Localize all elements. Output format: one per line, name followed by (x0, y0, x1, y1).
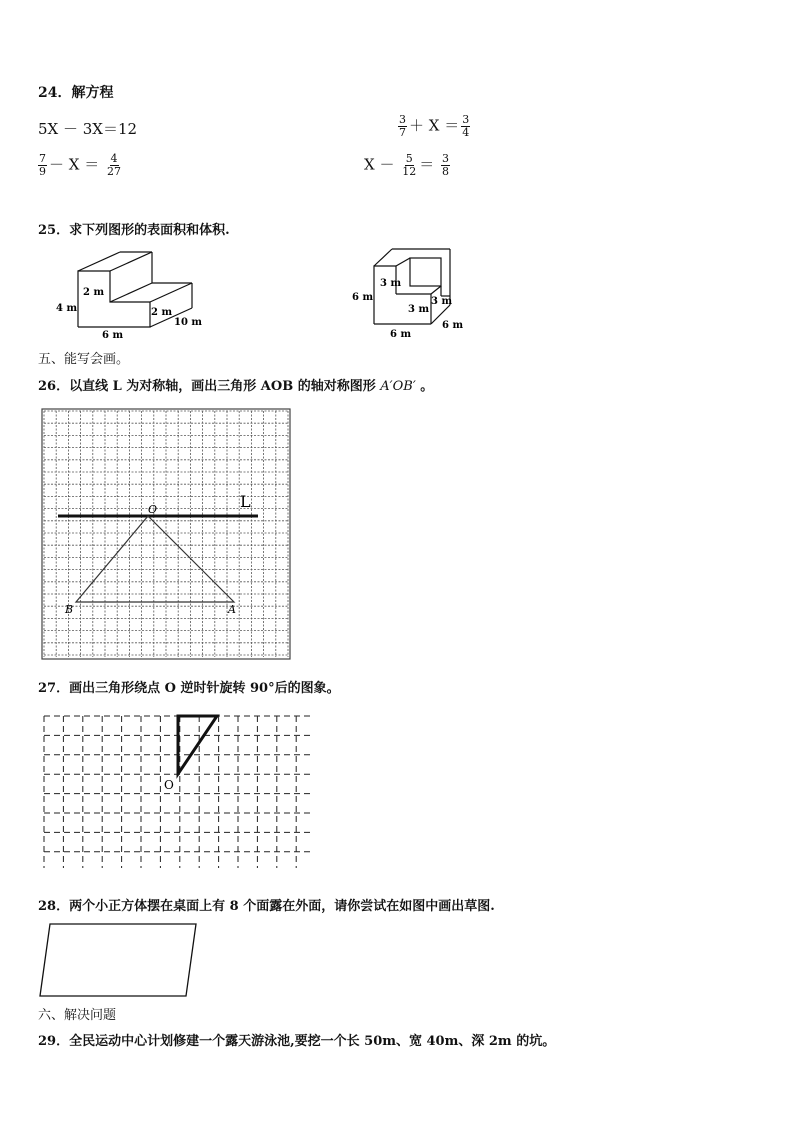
label-L: L (240, 492, 251, 511)
symmetry-grid-figure (40, 407, 292, 661)
rotation-grid-figure (40, 712, 316, 872)
q26-title: 26．以直线 L 为对称轴，画出三角形 AOB 的轴对称图形 A′OB′ 。 (38, 379, 434, 394)
section-five-heading: 五、能写会画。 (38, 352, 130, 367)
label-A: A (228, 603, 236, 616)
dim-label: 3 m (380, 278, 402, 289)
fraction: $\frac{3}{7}$ (399, 113, 406, 139)
dim-label: 6 m (442, 320, 464, 331)
dim-label: 2 m (151, 307, 173, 318)
fraction: $\frac{3}{8}$ (442, 152, 450, 178)
fraction: $\frac{5}{12}$ (402, 152, 417, 178)
stepped-prism-figure (50, 245, 230, 341)
q27-title: 27．画出三角形绕点 O 逆时针旋转 90°后的图象。 (38, 681, 340, 696)
dim-label: 2 m (83, 287, 105, 298)
triangle-aob (76, 516, 234, 602)
dim-label: 10 m (174, 317, 202, 328)
equation-1: 5X － 3X＝12 (38, 120, 138, 138)
fraction: $\frac{4}{27}$ (107, 152, 121, 178)
dim-label: 6 m (390, 329, 412, 340)
label-O: O (164, 778, 174, 792)
label-O: O (148, 503, 158, 516)
fraction: $\frac{3}{4}$ (462, 113, 470, 139)
equation-3: $\frac{7}{9}$ － X ＝ $\frac{4}{27}$ (39, 152, 121, 178)
dim-label: 4 m (56, 303, 78, 314)
equation-4: X － $\frac{5}{12}$ ＝ $\frac{3}{8}$ (364, 152, 450, 178)
parallelogram-sketch-area[interactable] (38, 922, 202, 1000)
q24-title: 24．解方程 (38, 85, 114, 101)
dim-label: 6 m (352, 292, 374, 303)
dim-label: 3 m (431, 296, 453, 307)
cut-cube-figure (348, 238, 468, 342)
fraction: $\frac{7}{9}$ (39, 152, 46, 178)
dim-label: 3 m (408, 304, 430, 315)
q29-title: 29．全民运动中心计划修建一个露天游泳池,要挖一个长 50m、宽 40m、深 2m 的坑。 (38, 1034, 556, 1049)
equation-2: $\frac{3}{7}$ ＋ X ＝ $\frac{3}{4}$ (399, 113, 470, 139)
q25-title: 25．求下列图形的表面积和体积. (38, 223, 230, 238)
section-six-heading: 六、解决问题 (38, 1008, 117, 1023)
dim-label: 6 m (102, 330, 124, 341)
q28-title: 28．两个小正方体摆在桌面上有 8 个面露在外面，请你尝试在如图中画出草图. (38, 899, 495, 914)
label-B: B (65, 603, 74, 616)
triangle-to-rotate (178, 716, 217, 774)
